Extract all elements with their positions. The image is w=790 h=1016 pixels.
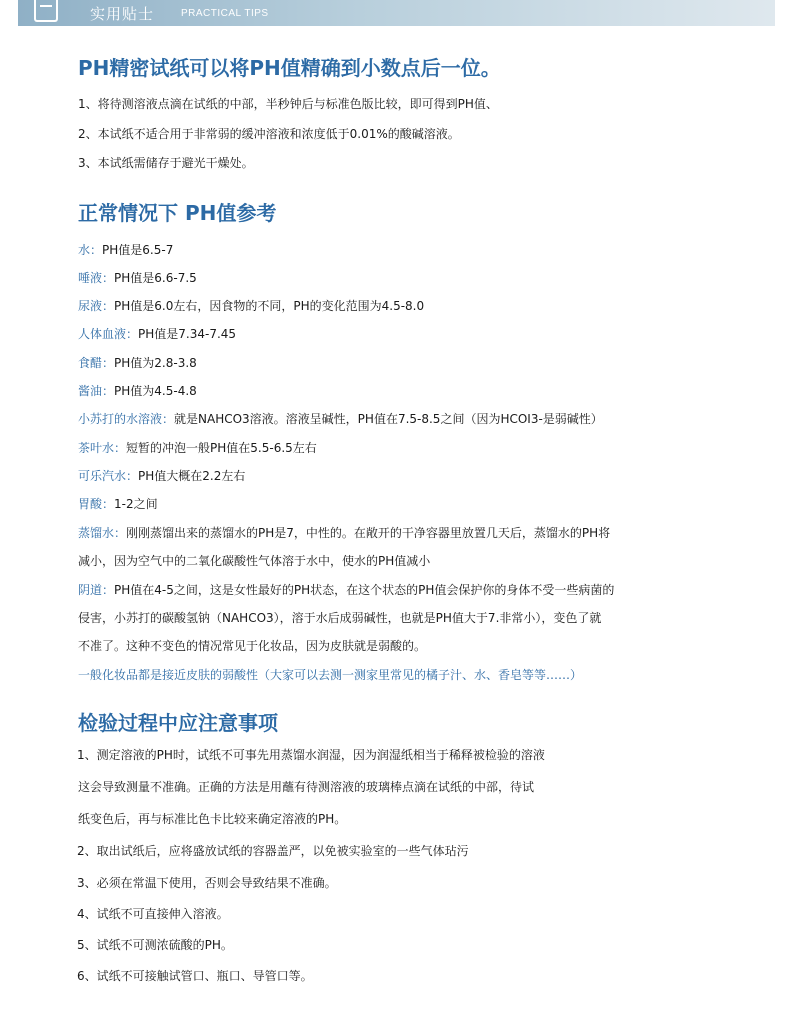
ph-item <box>78 496 158 512</box>
ph-item-value: 减小，因为空气中的二氧化碳酸性气体溶于水中，使水的PH值减小 <box>78 554 431 568</box>
ph-item-value: PH值是6.6-7.5 <box>114 271 197 285</box>
section1-item: 1、将待测溶液点滴在试纸的中部，半秒钟后与标准色版比较，即可得到PH值、 <box>78 97 498 111</box>
ph-item <box>78 582 614 598</box>
ph-item-value: PH值是7.34-7.45 <box>138 327 237 341</box>
ph-item-key: 酱油： <box>78 384 115 398</box>
ph-item <box>78 525 610 541</box>
section3-title: 检验过程中应注意事项 <box>78 711 278 735</box>
ph-item-key: 阴道： <box>78 583 115 597</box>
header-subtitle: PRACTICAL TIPS <box>181 8 269 19</box>
section3-item: 2、取出试纸后，应将盛放试纸的容器盖严，以免被实验室的一些气体玷污 <box>77 844 469 858</box>
ph-item-value: 就是NAHCO3溶液。溶液呈碱性，PH值在7.5-8.5之间（因为HCOI3-是弱碱性） <box>174 412 603 426</box>
ph-item-key: 尿液： <box>78 299 115 313</box>
section3-item: 3、必须在常温下使用，否则会导致结果不准确。 <box>77 876 337 890</box>
ph-item-key: 小苏打的水溶液： <box>78 412 175 426</box>
ph-item-value: PH值大概在2.2左右 <box>138 469 246 483</box>
ph-item-key: 唾液： <box>78 271 115 285</box>
ph-item-value: PH值为2.8-3.8 <box>114 356 197 370</box>
section1-item: 3、本试纸需储存于避光干燥处。 <box>78 156 254 170</box>
section3-item: 6、试纸不可接触试管口、瓶口、导管口等。 <box>77 969 313 983</box>
section1-item: 2、本试纸不适合用于非常弱的缓冲溶液和浓度低于0.01%的酸碱溶液。 <box>78 127 460 141</box>
ph-item <box>78 553 430 569</box>
ph-item-value: 不准了。这种不变色的情况常见于化妆品，因为皮肤就是弱酸的。 <box>78 639 427 653</box>
header-title: 实用贴士 <box>90 5 155 23</box>
ph-item-value: PH值是6.0左右，因食物的不同，PH的变化范围为4.5-8.0 <box>114 299 425 313</box>
section3-item: 5、试纸不可测浓硫酸的PH。 <box>77 938 233 952</box>
ph-item-key: 茶叶水： <box>78 441 127 455</box>
ph-item <box>78 355 197 371</box>
ph-item-key: 水： <box>78 243 103 257</box>
section2-note: 一般化妆品都是接近皮肤的弱酸性（大家可以去测一测家里常见的橘子汁、水、香皂等等……） <box>78 668 583 682</box>
section3-item: 这会导致测量不准确。正确的方法是用蘸有待测溶液的玻璃棒点滴在试纸的中部，待试 <box>78 780 535 794</box>
ph-item-key: 可乐汽水： <box>78 469 139 483</box>
section3-item: 1、测定溶液的PH时，试纸不可事先用蒸馏水润湿，因为润湿纸相当于稀释被检验的溶液 <box>77 748 545 762</box>
ph-item <box>78 270 197 286</box>
cup-icon <box>34 0 58 22</box>
ph-item-value: PH值是6.5-7 <box>102 243 174 257</box>
ph-item <box>78 242 173 258</box>
section3-item: 纸变色后，再与标准比色卡比较来确定溶液的PH。 <box>78 812 347 826</box>
ph-item <box>78 440 317 456</box>
section3-item: 4、试纸不可直接伸入溶液。 <box>77 907 229 921</box>
ph-item <box>78 610 601 626</box>
ph-item-key: 胃酸： <box>78 497 115 511</box>
ph-item <box>78 638 426 654</box>
ph-item-value: PH值为4.5-4.8 <box>114 384 197 398</box>
ph-item-value: 1-2之间 <box>114 497 158 511</box>
section2-title: 正常情况下 PH值参考 <box>78 201 277 225</box>
ph-item-key: 食醋： <box>78 356 115 370</box>
ph-item <box>78 326 236 342</box>
section1-title: PH精密试纸可以将PH值精确到小数点后一位。 <box>78 56 501 80</box>
ph-item <box>78 383 197 399</box>
ph-item <box>78 411 603 427</box>
ph-item <box>78 298 424 314</box>
ph-item-key: 蒸馏水： <box>78 526 127 540</box>
ph-item-value: 刚刚蒸馏出来的蒸馏水的PH是7，中性的。在敞开的干净容器里放置几天后，蒸馏水的PH将 <box>126 526 611 540</box>
ph-item <box>78 468 245 484</box>
ph-item-value: 侵害，小苏打的碳酸氢钠（NAHCO3），溶于水后成弱碱性，也就是PH值大于7.非常小），变色了就 <box>78 611 602 625</box>
ph-item-key: 人体血液： <box>78 327 139 341</box>
ph-item-value: 短暂的冲泡一般PH值在5.5-6.5左右 <box>126 441 317 455</box>
ph-item-value: PH值在4-5之间，这是女性最好的PH状态，在这个状态的PH值会保护你的身体不受一些病菌的 <box>114 583 615 597</box>
